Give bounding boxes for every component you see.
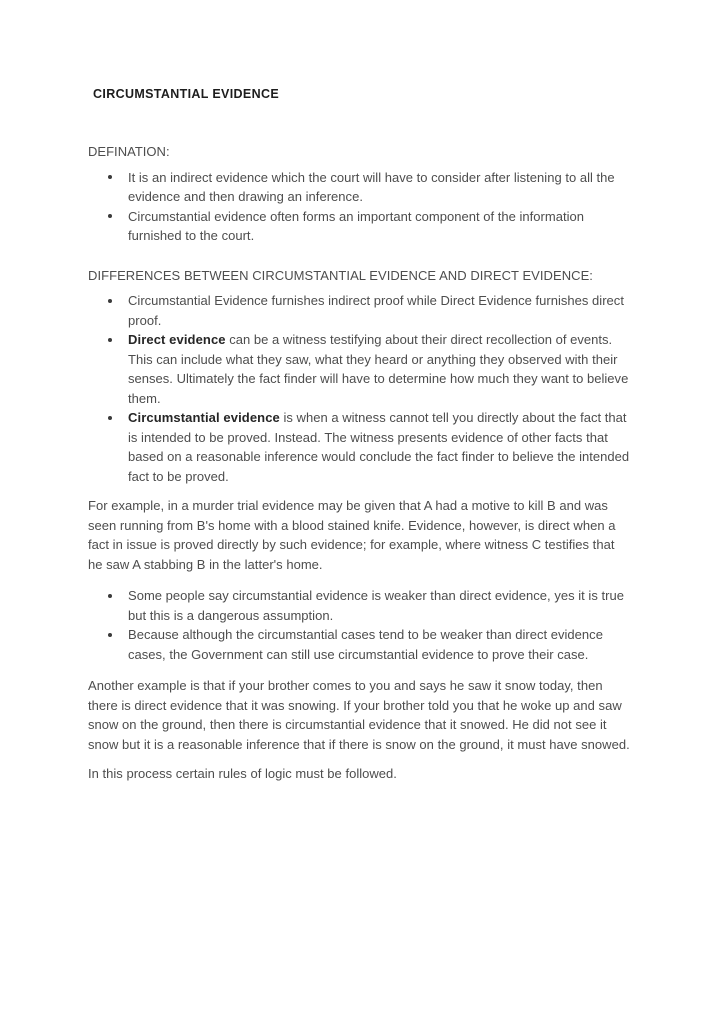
list-item-text: can be a witness testifying about their direct recollection of events. This can include what they saw, what they heard or anything they observed with their senses. Ultimately the fact finder will have to determine how much they want to believe them. [128, 332, 629, 406]
list-item-bold-lead: Circumstantial evidence [128, 410, 280, 425]
spacer [88, 664, 632, 676]
definition-bullet-list [88, 168, 632, 246]
differences-bullet-list [88, 291, 632, 486]
bullet-point-icon [108, 594, 112, 598]
list-item-text: Some people say circumstantial evidence is weaker than direct evidence, yes it is true but this is a dangerous assumption. [128, 588, 624, 623]
list-item [88, 207, 632, 246]
example-paragraph: For example, in a murder trial evidence may be given that A had a motive to kill B and was seen running from B's home with a blood stained knife. Evidence, however, is direct when a fact in issue is proved directly by such evidence; for example, where witness C testifies that he saw A stabbing B in the latter's home. [88, 498, 616, 572]
list-item [88, 408, 632, 486]
list-item [88, 330, 632, 408]
spacer [88, 486, 632, 496]
bullet-point-icon [108, 633, 112, 637]
list-item [88, 291, 632, 330]
spacer [88, 574, 632, 586]
list-item-text: is when a witness cannot tell you directly about the fact that is intended to be proved. Instead. The witness presents evidence of other facts that based on a reasonable inference would conclude the fact finder to believe the intended fact to be proved. [128, 410, 630, 484]
list-item-text: Because although the circumstantial cases tend to be weaker than direct evidence cases, the Government can still use circumstantial evidence to prove their case. [128, 627, 603, 662]
list-item [88, 625, 632, 664]
differences-section-heading: DIFFERENCES BETWEEN CIRCUMSTANTIAL EVIDENCE AND DIRECT EVIDENCE: [88, 267, 593, 283]
list-item [88, 168, 632, 207]
snow-example-paragraph: Another example is that if your brother comes to you and says he saw it snow today, then there is direct evidence that it was snowing. If your brother told you that he woke up and saw snow on the ground, then there is circumstantial evidence that it snowed. He did not see it snow but it is a reasonable inference that if there is snow on the ground, it must have snowed. [88, 678, 630, 752]
page-title: CIRCUMSTANTIAL EVIDENCE [93, 87, 280, 101]
bullet-point-icon [108, 299, 112, 303]
list-item-text: It is an indirect evidence which the court will have to consider after listening to all the evidence and then drawing an inference. [128, 169, 615, 204]
list-item-text: Circumstantial evidence often forms an important component of the information furnished to the court. [128, 208, 585, 243]
definition-heading: DEFINATION: [88, 144, 170, 159]
list-item [88, 586, 632, 625]
bullet-point-icon [108, 214, 112, 218]
strength-bullet-list [88, 586, 632, 664]
list-item-text: Circumstantial Evidence furnishes indirect proof while Direct Evidence furnishes direct proof. [128, 293, 624, 328]
list-item-bold-lead: Direct evidence [128, 332, 226, 347]
bullet-point-icon [108, 416, 112, 420]
spacer [88, 102, 632, 142]
bullet-point-icon [108, 175, 112, 179]
spacer [88, 754, 632, 764]
document-content [88, 86, 632, 784]
closing-paragraph: In this process certain rules of logic must be followed. [88, 766, 397, 781]
spacer [88, 246, 632, 266]
bullet-point-icon [108, 338, 112, 342]
